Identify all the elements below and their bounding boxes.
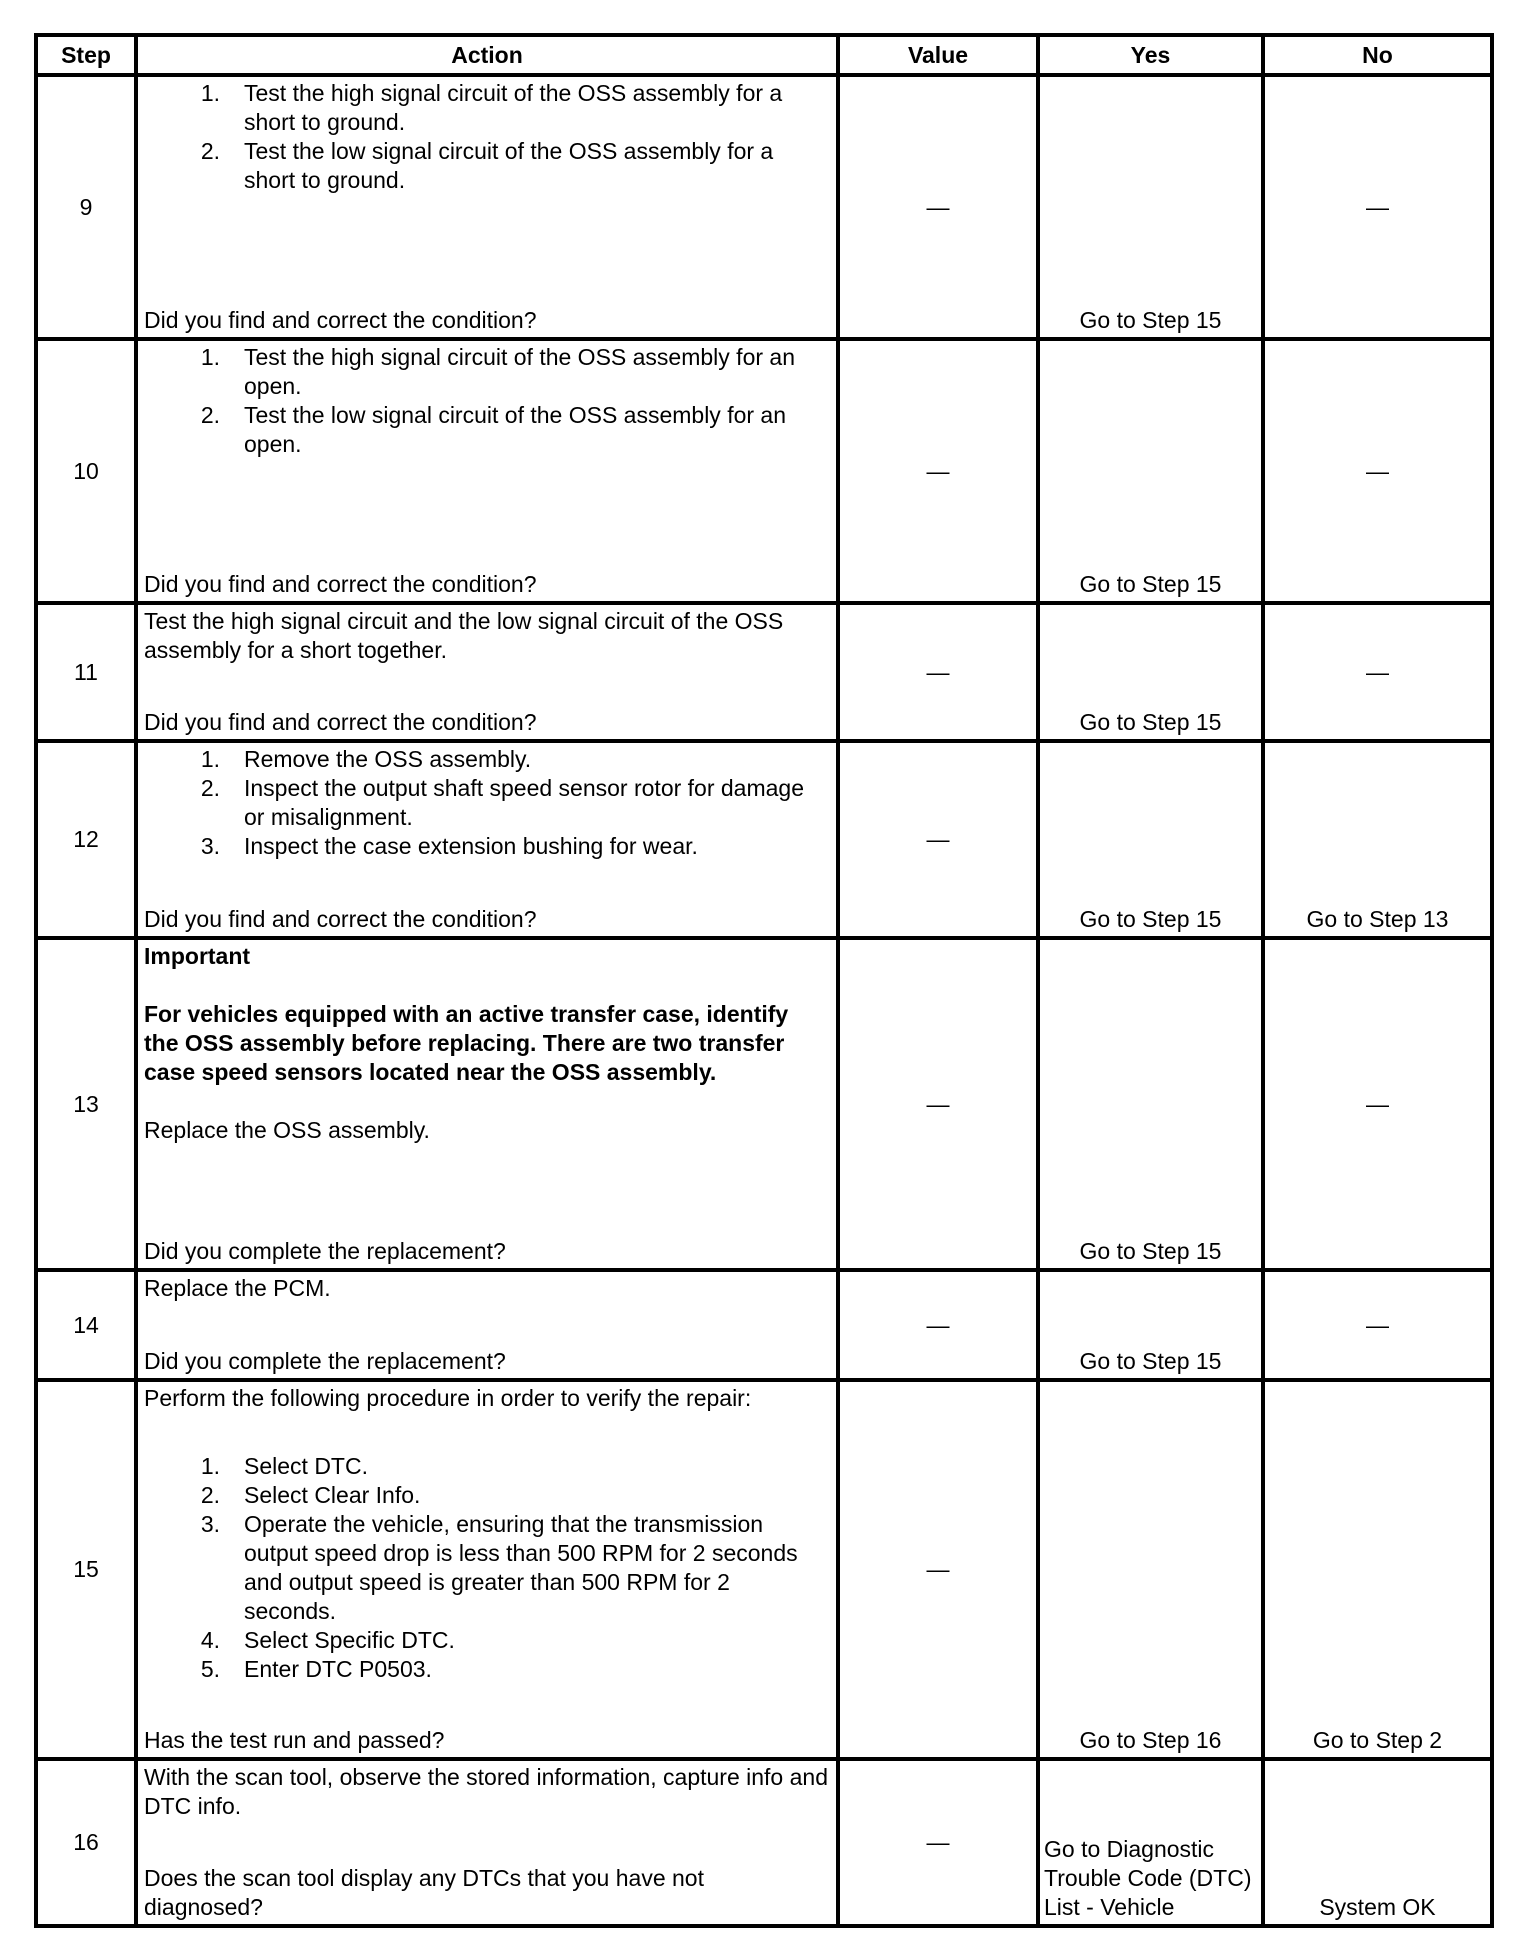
action-steps (144, 745, 828, 861)
yes-cell (1038, 603, 1263, 741)
action-text: Replace the OSS assembly. (144, 1117, 430, 1143)
action-cell (136, 938, 838, 1270)
action-steps (144, 1452, 828, 1684)
yes-link[interactable]: Go to Step 16 (1079, 1727, 1222, 1753)
value-cell: — (838, 339, 1038, 603)
yes-cell (1038, 339, 1263, 603)
no-cell (1263, 1380, 1492, 1759)
step-number: 14 (36, 1270, 136, 1380)
no-result: System OK (1319, 1894, 1436, 1920)
yes-cell (1038, 741, 1263, 938)
header-step: Step (36, 35, 136, 75)
yes-cell (1038, 75, 1263, 339)
no-cell: — (1263, 75, 1492, 339)
yes-cell (1038, 1380, 1263, 1759)
table-row (36, 1380, 1492, 1759)
list-item: 4. Select Specific DTC. (200, 1627, 455, 1653)
step-number: 10 (36, 339, 136, 603)
question-text: Has the test run and passed? (144, 1727, 445, 1753)
no-link[interactable]: Go to Step 13 (1306, 906, 1449, 932)
action-text: Replace the PCM. (144, 1275, 331, 1301)
step-number: 16 (36, 1759, 136, 1926)
action-cell (136, 1380, 838, 1759)
action-cell (136, 1270, 838, 1380)
table-row (36, 339, 1492, 603)
diagnostic-table-page (34, 33, 1490, 1928)
header-row (36, 35, 1492, 75)
action-text: Perform the following procedure in order to verify the repair: (144, 1385, 752, 1411)
table-row (36, 1759, 1492, 1926)
value-cell: — (838, 1759, 1038, 1926)
yes-cell (1038, 938, 1263, 1270)
value-cell: — (838, 75, 1038, 339)
question-text: Did you complete the replacement? (144, 1348, 506, 1374)
table-row (36, 603, 1492, 741)
list-item: 3. Operate the vehicle, ensuring that the transmission output speed drop is less than 500 RPM for 2 seconds and output speed is greater than 500 RPM for 2 seconds. (200, 1511, 798, 1624)
action-steps (144, 79, 828, 195)
value-cell: — (838, 938, 1038, 1270)
list-item: 2. Select Clear Info. (200, 1482, 421, 1508)
yes-link[interactable]: Go to Step 15 (1079, 1238, 1222, 1264)
step-number: 11 (36, 603, 136, 741)
list-item: 1. Test the high signal circuit of the OSS assembly for an open. (200, 344, 795, 399)
diagnostic-table (34, 33, 1494, 1928)
value-cell: — (838, 603, 1038, 741)
no-cell: — (1263, 603, 1492, 741)
step-number: 13 (36, 938, 136, 1270)
action-steps (144, 343, 828, 459)
yes-link[interactable]: Go to Diagnostic Trouble Code (DTC) List - Vehicle (1044, 1836, 1252, 1920)
question-text: Did you complete the replacement? (144, 1238, 506, 1264)
yes-cell (1038, 1270, 1263, 1380)
action-cell (136, 603, 838, 741)
question-text: Did you find and correct the condition? (144, 307, 537, 333)
step-number: 9 (36, 75, 136, 339)
header-yes: Yes (1038, 35, 1263, 75)
value-cell: — (838, 1380, 1038, 1759)
no-cell (1263, 741, 1492, 938)
header-no: No (1263, 35, 1492, 75)
value-cell: — (838, 1270, 1038, 1380)
table-row (36, 938, 1492, 1270)
yes-link[interactable]: Go to Step 15 (1079, 307, 1222, 333)
list-item: 2. Test the low signal circuit of the OSS assembly for an open. (200, 402, 787, 457)
question-text: Did you find and correct the condition? (144, 709, 537, 735)
yes-link[interactable]: Go to Step 15 (1079, 571, 1222, 597)
list-item: 5. Enter DTC P0503. (200, 1656, 432, 1682)
action-cell (136, 1759, 838, 1926)
table-row (36, 75, 1492, 339)
no-cell: — (1263, 1270, 1492, 1380)
table-row (36, 1270, 1492, 1380)
step-number: 12 (36, 741, 136, 938)
header-value: Value (838, 35, 1038, 75)
list-item: 1. Remove the OSS assembly. (200, 746, 532, 772)
action-cell (136, 75, 838, 339)
no-cell (1263, 1759, 1492, 1926)
action-cell (136, 339, 838, 603)
yes-link[interactable]: Go to Step 15 (1079, 906, 1222, 932)
list-item: 1. Test the high signal circuit of the OSS assembly for a short to ground. (200, 80, 783, 135)
question-text: Did you find and correct the condition? (144, 906, 537, 932)
question-text: Does the scan tool display any DTCs that you have not diagnosed? (144, 1865, 704, 1920)
list-item: 3. Inspect the case extension bushing for wear. (200, 833, 698, 859)
action-text: Test the high signal circuit and the low signal circuit of the OSS assembly for a short together. (144, 608, 784, 663)
action-cell (136, 741, 838, 938)
important-heading: Important (144, 943, 251, 969)
step-number: 15 (36, 1380, 136, 1759)
question-text: Did you find and correct the condition? (144, 571, 537, 597)
no-cell: — (1263, 938, 1492, 1270)
header-action: Action (136, 35, 838, 75)
value-cell: — (838, 741, 1038, 938)
yes-link[interactable]: Go to Step 15 (1079, 1348, 1222, 1374)
no-cell: — (1263, 339, 1492, 603)
list-item: 1. Select DTC. (200, 1453, 368, 1479)
action-text: With the scan tool, observe the stored information, capture info and DTC info. (144, 1764, 828, 1819)
yes-link[interactable]: Go to Step 15 (1079, 709, 1222, 735)
yes-cell (1038, 1759, 1263, 1926)
important-note: For vehicles equipped with an active transfer case, identify the OSS assembly before replacing. There are two transfer case speed sensors located near the OSS assembly. (144, 1001, 789, 1085)
list-item: 2. Inspect the output shaft speed sensor rotor for damage or misalignment. (200, 775, 805, 830)
no-link[interactable]: Go to Step 2 (1312, 1727, 1443, 1753)
list-item: 2. Test the low signal circuit of the OSS assembly for a short to ground. (200, 138, 774, 193)
table-row (36, 741, 1492, 938)
